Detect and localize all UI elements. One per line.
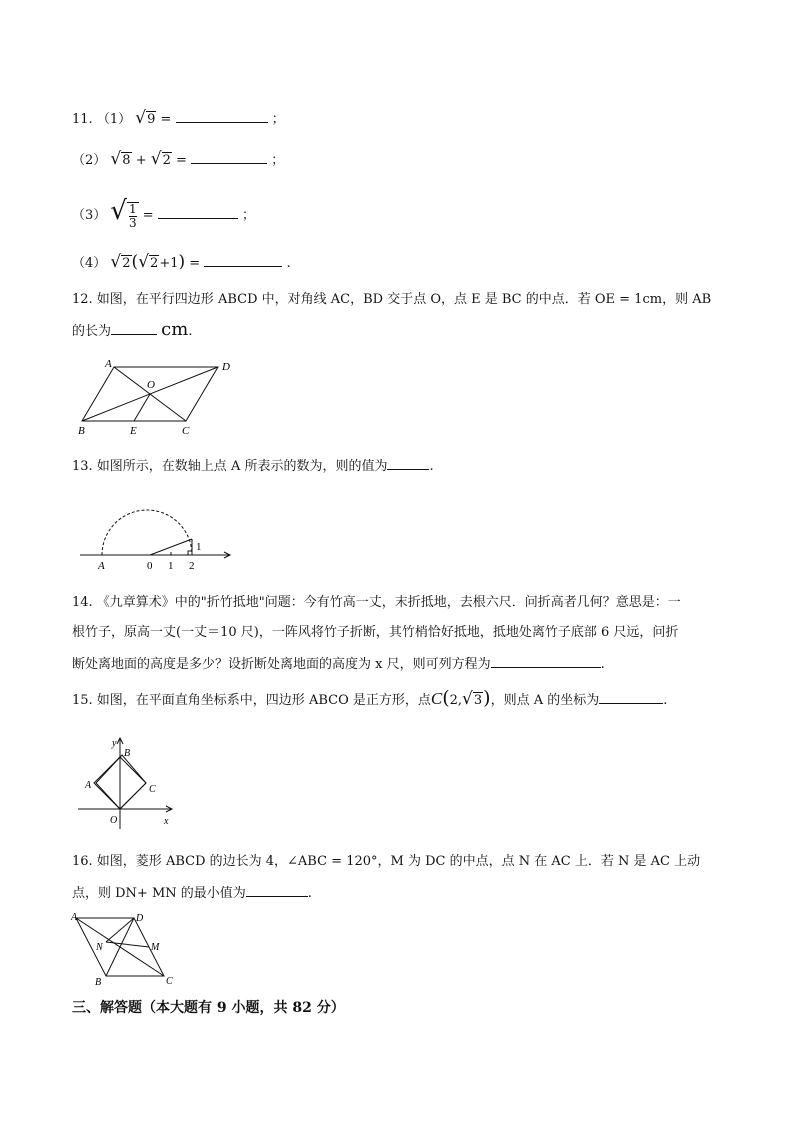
radicand: 9 [147,112,156,127]
tick-0: 0 [147,560,153,572]
answer-blank [599,689,663,704]
q14-text-line1: 14. 《九章算术》中的"折竹抵地"问题：今有竹高一丈，末折抵地，去根六尺．问折高者几何？意思是：一 [72,595,681,610]
coord-x: 2, [449,693,463,708]
punctuation: ； [241,208,255,223]
radicand: 2 [122,256,131,271]
punctuation: . [429,459,434,474]
part-label: （1） [96,112,132,127]
label-E: E [130,425,137,437]
text: 13. 如图所示，在数轴上点 A 所表示的数为，则的值为 [72,459,388,474]
equals-sign: = [189,256,201,271]
q16-rhombus-figure [68,908,188,988]
radicand: 2 [150,256,159,271]
sqrt-expression: √2 [138,252,159,272]
q16-text-line1: 16. 如图，菱形 ABCD 的边长为 4，∠ABC = 120°，M 为 DC 的中点，点 N 在 AC 上．若 N 是 AC 上动 [72,854,701,869]
label-C: C [149,784,156,795]
text: 的长为 [72,324,112,339]
text: 点，则 DN+ MN 的最小值为 [72,886,246,901]
q11-part3 [72,198,255,230]
equals-sign: = [160,112,172,127]
label-A: A [71,912,78,923]
section-heading: 三、解答题（本大题有 9 小题，共 82 分） [72,1000,345,1016]
label-A: A [105,358,112,370]
label-B: B [95,977,102,988]
answer-blank [387,455,429,470]
sqrt-fraction: √ $\frac{1}{3}$ [110,196,137,230]
q15-square-coordinate-figure [72,732,192,832]
q13-number-line-figure [72,495,242,575]
text: 15. 如图，在平面直角坐标系中，四边形 ABCO 是正方形，点 [72,693,431,708]
label-A: A [98,560,105,572]
label-C: C [182,425,190,437]
answer-blank [158,204,238,219]
part-label: （4） [72,256,107,271]
q14-text-line2: 根竹子，原高一丈(一丈＝10 尺)，一阵风将竹子折断，其竹梢恰好抵地，抵地处离竹子底部 6 尺远，问折 [72,625,679,640]
tick-1: 1 [168,560,174,572]
q12-parallelogram-figure [72,355,242,440]
q16-text-line2 [72,882,312,904]
q12-text-line2 [72,320,192,342]
label-B: B [124,748,131,759]
label-N: N [96,942,103,953]
label-x: x [164,816,169,827]
label-O: O [110,815,118,826]
label-D: D [136,913,144,924]
q13-text [72,455,434,477]
label-O: O [147,379,155,391]
sqrt-expression: √3 [462,689,483,709]
answer-blank [176,108,268,123]
punctuation: ； [271,112,285,127]
text: ，则点 A 的坐标为 [490,693,600,708]
q14-text-line3 [72,653,605,675]
answer-blank [111,320,157,335]
sqrt-expression: √8 [110,149,131,169]
point-name: C [430,689,443,708]
punctuation: . [663,693,668,708]
label-A: A [85,780,92,791]
punctuation: . [600,657,605,672]
label-y: y [112,738,117,749]
expression-term: +1 [159,256,179,271]
answer-blank [204,252,282,267]
punctuation: ； [271,153,285,168]
sqrt-expression: √2 [110,252,131,272]
part-label: （2） [72,153,107,168]
numerator: 1 [129,201,137,216]
unit-text: cm [161,319,189,340]
label-B: B [78,425,85,437]
punctuation: . [188,324,193,339]
answer-blank [246,882,308,897]
radicand: 8 [122,153,131,168]
punctuation: . [307,886,312,901]
q11-part4: （4） √2(√2+1) = . [72,252,291,272]
question-number: 11. [72,112,93,127]
answer-blank [491,653,601,668]
height-label: 1 [196,541,202,553]
label-C: C [166,976,173,987]
equals-sign: = [142,208,154,223]
equals-sign: = [176,153,187,168]
sqrt-expression: √2 [150,149,171,169]
sqrt-expression: √9 [135,108,156,128]
radicand: 3 [473,693,483,708]
radicand: 2 [162,153,171,168]
part-label: （3） [72,208,107,223]
punctuation: . [286,256,291,271]
label-D: D [222,361,230,373]
q15-text: 15. 如图，在平面直角坐标系中，四边形 ABCO 是正方形，点C(2,√3)，则点 A 的坐标为 . [72,687,668,709]
q12-text-line1: 12. 如图，在平行四边形 ABCD 中，对角线 AC，BD 交于点 O，点 E 是 BC 的中点．若 OE = 1cm，则 AB [72,292,712,307]
q11-part1 [72,108,285,130]
text: 断处离地面的高度是多少？设折断处离地面的高度为 x 尺，则可列方程为 [72,657,491,672]
label-M: M [151,942,160,953]
q11-part2: （2） √8 + √2 = ； [72,149,285,169]
tick-2: 2 [189,560,195,572]
answer-blank [191,149,267,164]
denominator: 3 [129,215,137,230]
